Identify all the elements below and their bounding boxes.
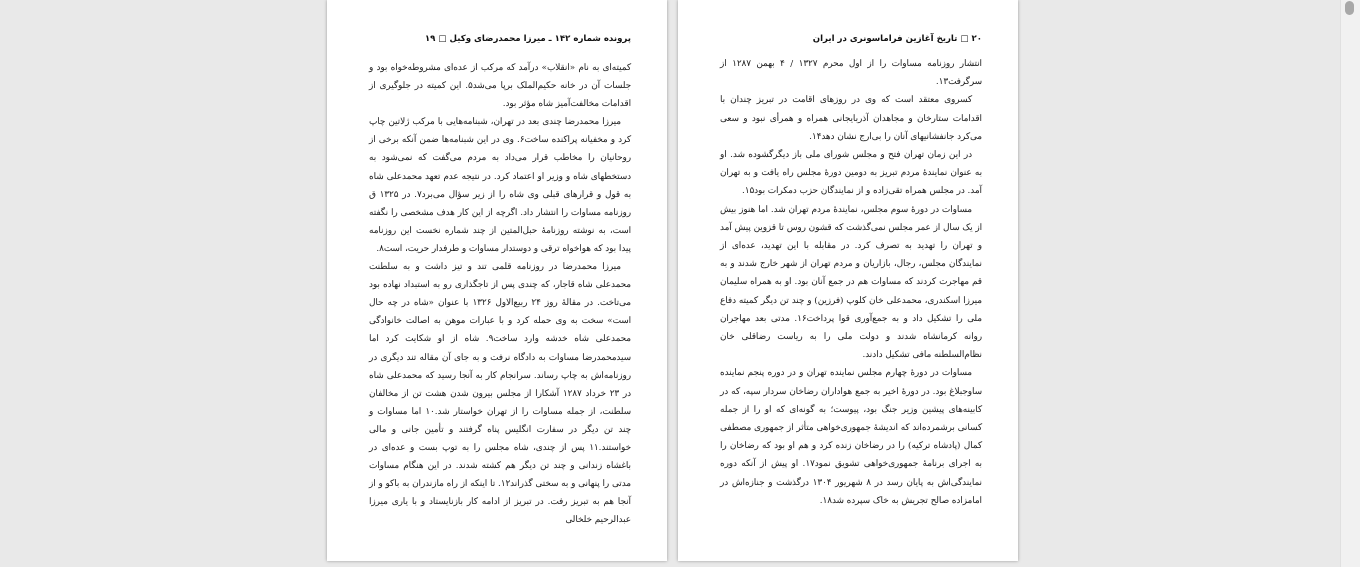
page-header: پرونده شماره ۱۴۲ ـ میرزا محمدرضای وکیل □ ۱۹ bbox=[424, 34, 631, 44]
page-body bbox=[720, 55, 982, 510]
page-content bbox=[369, 33, 631, 529]
paragraph: در این زمان تهران فتح و مجلس شورای ملی باز دیگرگشوده شد. او به عنوان نمایندهٔ مردم تبریز به دومین دورهٔ مجلس راه یافت و به تهران آمد. در مجلس همراه تقی‌زاده و از نمایندگان حزب دمکرات بود۱۵. bbox=[720, 150, 982, 197]
page-content bbox=[720, 33, 982, 510]
paragraph: کمیته‌ای به نام «انقلاب» درآمد که مرکب از عده‌ای مشروطه‌خواه بود و جلسات آن در خانه حکیم‌الملک برپا می‌شد۵. این کمیته در جلوگیری از اقدامات مخالفت‌آمیز شاه مؤثر بود. bbox=[369, 63, 631, 110]
page-20 bbox=[678, 0, 1018, 561]
vertical-scrollbar[interactable] bbox=[1340, 0, 1360, 567]
paragraph: مساوات در دورهٔ سوم مجلس، نمایندهٔ مردم تهران شد. اما هنوز بیش از یک سال از عمر مجلس نمی‌گذشت که قشون روس تا قزوین پیش آمد و تهران را تهدید به تصرف کرد. در مقابله با این تهدید، عده‌ای از نمایندگان مجلس، رجال، بازاریان و مردم تهران از شهر خارج شدند و به قم مهاجرت کردند که مساوات هم در جمع آنان بود. او به همراه سلیمان میرزا اسکندری، محمدعلی خان کلوپ (فرزین) و چند تن دیگر کمیته دفاع ملی را تشکیل داد و به جمع‌آوری قوا پرداخت۱۶. مدتی بعد مهاجران روانه کرمانشاه شدند و دولت ملی را به ریاست رضاقلی خان نظام‌السلطنه مافی تشکیل دادند. bbox=[720, 204, 982, 361]
paragraph: کسروی معتقد است که وی در روزهای اقامت در تبریز چندان با اقدامات ستارخان و مجاهدان آذربایجانی همراه و همرأی نبود و سعی می‌کرد جانفشانیهای آنان را بی‌ارج نشان دهد۱۴. bbox=[720, 95, 982, 142]
page-19 bbox=[327, 0, 667, 561]
page-body bbox=[369, 59, 631, 529]
paragraph: مساوات در دورهٔ چهارم مجلس نماینده تهران و در دوره پنجم نماینده ساوجبلاغ بود. در دورهٔ اخیر به جمع هواداران رضاخان سردار سپه، که در کابینه‌های پیشین وزیر جنگ بود، پیوست؛ به گونه‌ای که او را از جمله کسانی برشمرده‌اند که اندیشهٔ جمهوری‌خواهی متأثر از جمهوری مصطفی کمال (پادشاه ترکیه) را در رضاخان زنده کرد و هم او بود که رضاخان را به اجرای برنامهٔ جمهوری‌خواهی تشویق نمود۱۷. او پیش از آنکه دوره نمایندگی‌اش به پایان رسد در ۸ شهریور ۱۳۰۴ درگذشت و جنازه‌اش در امامزاده صالح تجریش به خاک سپرده شد۱۸. bbox=[720, 368, 982, 506]
page-header: ۲۰ □ تاریخ آغازین فراماسونری در ایران bbox=[812, 34, 982, 44]
scrollbar-thumb[interactable] bbox=[1345, 1, 1354, 15]
paragraph: میرزا محمدرضا چندی بعد در تهران، شبنامه‌هایی با مرکب ژلاتین چاپ کرد و مخفیانه پراکنده ساخت۶. وی در این شبنامه‌ها ضمن آنکه برخی از روحانیان را مخاطب قرار می‌داد به مردم می‌گفت که نمی‌شود به دستخطهای شاه و وزیر او اعتماد کرد. در نتیجه عدم تعهد محمدعلی شاه به قول و قرارهای قبلی وی شاه را از زیر سؤال می‌برد۷. در ۱۳۲۵ ق روزنامه مساوات را انتشار داد. اگرچه از این کار هدف مشخصی را نگفته است، به نوشته روزنامهٔ حبل‌المتین از چند شماره نخست این روزنامه پیدا بود که هواخواه ترقی و دوستدار مساوات و طرفدار حریت، است۸. bbox=[369, 117, 632, 254]
paragraph: انتشار روزنامه مساوات را از اول محرم ۱۳۲۷ / ۴ بهمن ۱۲۸۷ از سرگرفت۱۳. bbox=[720, 59, 982, 88]
paragraph: میرزا محمدرضا در روزنامه قلمی تند و تیز داشت و به سلطنت محمدعلی شاه قاجار، که چندی پس از تاجگذاری رو به استبداد نهاده بود می‌تاخت. در مقالهٔ روز ۲۴ ربیع‌الاول ۱۳۲۶ با عنوان «شاه در چه حال است» سخت به وی حمله کرد و با عبارات موهن به اصالت خانوادگی محمدعلی شاه خدشه وارد ساخت۹. شاه از او شکایت کرد اما سیدمحمدرضا مساوات به دادگاه نرفت و به جای آن مقاله تند دیگری در روزنامه‌اش به چاپ رساند. سرانجام کار به آنجا رسید که محمدعلی شاه در ۲۳ خرداد ۱۲۸۷ آشکارا از مجلس بیرون شدن هشت تن از مخالفان سلطنت، از جمله مساوات را از تهران خواستار شد.۱۰ اما مساوات و چند تن دیگر در سفارت انگلیس پناه گرفتند و تأمین جانی و مالی خواستند.۱۱ پس از چندی، شاه مجلس را به توپ بست و عده‌ای در باغشاه زندانی و چند تن دیگر هم کشته شدند. در این هنگام مساوات مدتی را پنهانی و به سختی گذراند۱۲. تا اینکه از راه مازندران به باکو و از آنجا هم به تبریز رفت. در تبریز از ادامه کار بازنایستاد و با یاری میرزا عبدالرحیم خلخالی bbox=[369, 262, 632, 526]
